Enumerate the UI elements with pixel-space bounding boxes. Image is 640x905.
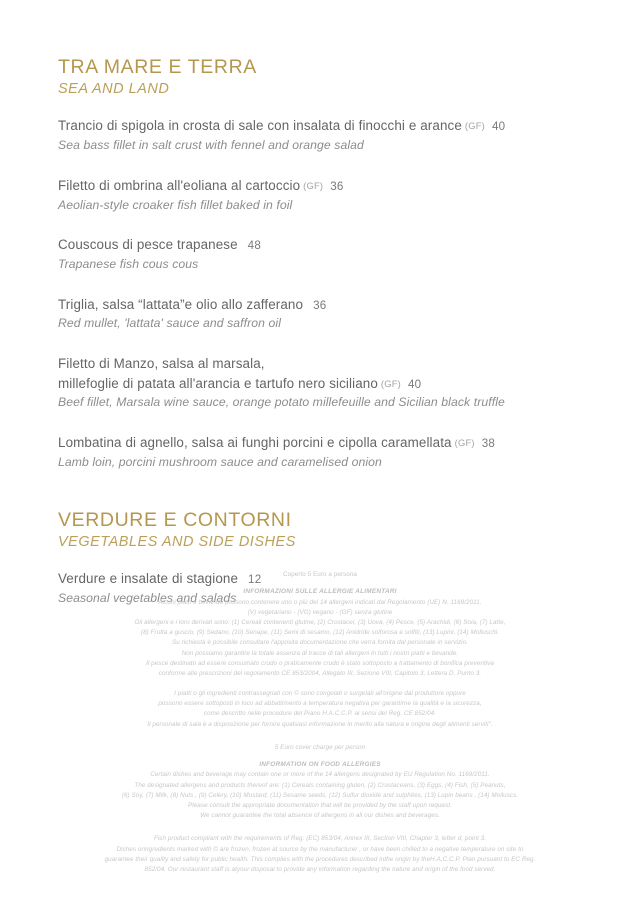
allergy-list-it-2: (8) Frutta a guscio, (9) Sedano, (10) Senape, (11) Semi di sesamo, (12) Anidride solforosa e solfiti, (13) Lupini, (14) Molluschi.	[140, 629, 500, 637]
dish-price: 38	[481, 437, 495, 451]
dish-name-text: Trancio di spigola in crosta di sale con insalata di finocchi e arance	[58, 118, 462, 134]
gluten-free-marker: (GF)	[464, 120, 485, 132]
section-subtitle: SEA AND LAND	[58, 81, 170, 98]
spacer	[0, 730, 640, 743]
cover-charge-it: Coperto 5 Euro a persona	[283, 571, 357, 578]
cover-charge-en: 5 Euro cover charge per person	[274, 743, 366, 751]
allergy-list-it-1: Gli allergeni e i loro derivati sono: (1) Cereali contenenti glutine, (2) Crostacei, (3) Uova, (4) Pesce, (5) Arachidi, (6) Soia, (7) Latte,	[134, 618, 506, 626]
dish-price: 40	[491, 120, 506, 134]
allergy-doc-it: Su richiesta è possibile consultare l'apposita documentazione che verrà fornita dal personale in servizio.	[172, 639, 468, 647]
dish-name-text: millefoglie di patata all'arancia e tartufo nero siciliano	[58, 375, 378, 391]
raw-fish-it-2: conforme alle prescrizioni del regolamento CE 853/2004, Allegato III, Sezione VIII, Capitolo 3, Lettera D, Punto 3.	[158, 669, 482, 677]
dish-name-line	[58, 235, 582, 255]
dish-price: 36	[313, 298, 327, 312]
allergy-trace-it: Non possiamo garantire la totale assenza di tracce di tali allergeni in tutti i nostri piatti e bevande.	[181, 649, 459, 657]
dish-name-line-2	[58, 374, 582, 394]
frozen-it-4: Il personale di sala è a disposizione per fornire qualsiasi informazione in merito alla natura e origine degli alimenti serviti".	[147, 720, 493, 728]
section-title: VERDURE E CONTORNI	[58, 508, 292, 531]
dish-price: 36	[330, 179, 344, 193]
menu-item	[58, 354, 582, 412]
dish-description: Seasonal vegetables and salads	[58, 590, 237, 605]
spacer	[0, 580, 640, 587]
dish-name-line	[58, 116, 582, 136]
raw-fish-it-1: Il pesce destinato ad essere consumato crudo o praticamente crudo è stato sottoposto a trattamento di bonifica preventiva	[146, 659, 494, 667]
dish-name-text: Lombatina di agnello, salsa ai funghi porcini e cipolla caramellata	[58, 435, 452, 451]
menu-item	[58, 176, 582, 214]
section-title: TRA MARE E TERRA	[58, 56, 257, 78]
allergy-list-en-2: (6) Soy, (7) Milk, (8) Nuts , (9) Celery, (10) Mustard, (11) Sesame seeds, (12) Sulfur dioxide and sulphites, (13) Lupin beans , (14) Molluscs.	[121, 791, 519, 799]
gluten-free-marker: (GF)	[303, 179, 324, 191]
dish-name-text: Triglia, salsa “lattata”e olio allo zafferano	[58, 296, 304, 312]
allergy-trace-en: We cannot guarantee the total absence of allergens in all our dishes and beverages.	[200, 812, 440, 820]
allergy-text-it-1: Alcuni piatti e bevande possono contenere uno o più dei 14 allergeni indicati dal Regolamento (UE) N. 1169/2011.	[158, 598, 482, 606]
dish-name-line	[58, 433, 582, 453]
dish-description: Sea bass fillet in salt crust with fennel and orange salad	[58, 138, 364, 153]
dish-description: Aeolian-style croaker fish fillet baked in foil	[58, 197, 293, 212]
spacer	[0, 753, 640, 760]
fish-compliance-en-3: guarantee their quality and safety for public health. This complies with the procedures described inthe origin by theH.A.C.C.P. Plan pursuant to EC Reg.	[104, 855, 536, 863]
allergy-heading-it: INFORMAZIONI SULLE ALLERGIE ALIMENTARI	[243, 588, 397, 596]
allergy-doc-en: Please consult the appropriate documentation that will be provided by the staff upon request.	[188, 801, 452, 809]
fish-compliance-en-1: Fish product compliant with the requirements of Reg. (EC) 853/04, Annex III, Section VIII, Chapter 3, letter d, point 3.	[153, 835, 487, 843]
dish-name-line-1: Filetto di Manzo, salsa al marsala,	[58, 356, 265, 372]
dish-price: 40	[408, 377, 422, 391]
dish-name-text: Filetto di ombrina all'eoliana al cartoccio	[58, 177, 301, 193]
dish-description: Beef fillet, Marsala wine sauce, orange potato millefeuille and Sicilian black truffle	[58, 395, 505, 410]
section-spacer	[58, 472, 582, 508]
menu-item	[58, 116, 582, 154]
gluten-free-marker: (GF)	[380, 377, 401, 389]
dish-name-text: Couscous di pesce trapanese	[58, 237, 238, 253]
menu-item	[58, 235, 582, 273]
dish-description: Red mullet, 'lattata' sauce and saffron oil	[58, 316, 282, 331]
menu-section-tra-mare-e-terra	[58, 55, 582, 472]
dish-name-line	[58, 176, 582, 196]
frozen-it-3: come descritto nelle procedure del Piano H.A.C.C.P. ai sensi del Reg. CE 852/04.	[203, 710, 437, 718]
fish-compliance-en-4: 852/04. Our restaurant staff is atyour disposal to provide any information regarding the nature and origin of the food served.	[144, 865, 496, 873]
frozen-it-2: possono essere sottoposti in loco ad abbattimento a temperatura negativa per garantirne la qualità e la sicurezza,	[158, 700, 482, 708]
dish-description: Trapanese fish cous cous	[58, 256, 199, 271]
dish-description: Lamb loin, porcini mushroom sauce and caramelised onion	[58, 454, 382, 469]
frozen-it-1: I piatti o gli ingredienti contrassegnati con © sono congelati o surgelati all'origine dal produttore oppure	[174, 690, 466, 698]
allergy-list-en-1: The designated allergens and products thereof are: (1) Cereals containing gluten, (2) Crustaceans, (3) Eggs, (4) Fish, (5) Peanuts,	[134, 781, 506, 789]
section-subtitle: VEGETABLES AND SIDE DISHES	[58, 533, 296, 550]
spacer	[0, 821, 640, 834]
menu-item	[58, 295, 582, 333]
spacer	[0, 679, 640, 689]
allergy-text-en-1: Certain dishes and beverage may contain one or more of the 14 allergens designated by EU Regulation No. 1169/2011.	[150, 771, 490, 779]
footer-fine-print	[0, 570, 640, 875]
dish-list	[58, 116, 582, 471]
allergy-heading-en: INFORMATION ON FOOD ALLERGIES	[259, 761, 381, 768]
allergy-legend-it: (V) vegetariano - (VG) vegano - (GF) senza glutine	[247, 608, 393, 616]
dish-name-line	[58, 295, 582, 315]
menu-item	[58, 433, 582, 471]
dish-price: 48	[247, 239, 261, 253]
dish-price: 12	[248, 572, 262, 586]
dish-name-text: Verdure e insalate di stagione	[58, 570, 239, 586]
gluten-free-marker: (GF)	[454, 437, 475, 449]
fish-compliance-en-2: Dishes oringredients marked with © are frozen, frozen at source by the manufacturer , or have been chilled to a negative temperature on site to	[116, 845, 524, 853]
